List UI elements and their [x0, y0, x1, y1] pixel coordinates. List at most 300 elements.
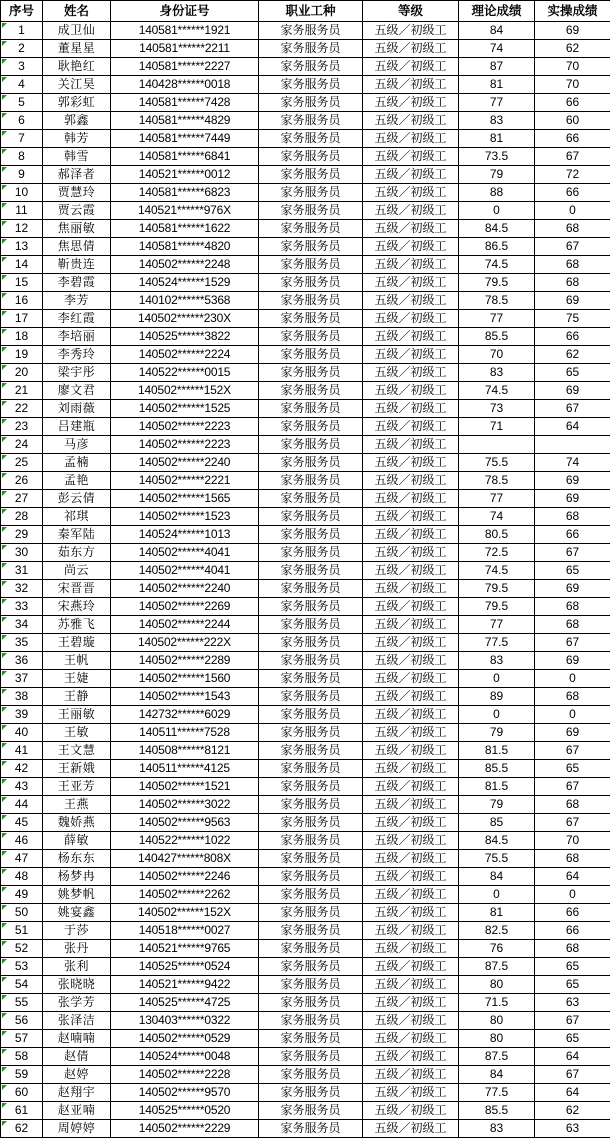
cell-name: 李秀玲 [43, 346, 111, 364]
cell-id: 140502******230X [111, 310, 259, 328]
table-row [1, 148, 610, 166]
cell-level: 五级／初级工 [363, 634, 459, 652]
cell-practical-score: 68 [535, 688, 610, 706]
cell-practical-score: 69 [535, 22, 610, 40]
error-marker-icon [2, 653, 7, 658]
cell-seq-label: 53 [15, 959, 28, 973]
cell-practical-score: 60 [535, 112, 610, 130]
cell-theory-score: 77 [459, 94, 535, 112]
table-row [1, 418, 610, 436]
cell-id: 140521******9422 [111, 976, 259, 994]
cell-job: 家务服务员 [259, 184, 363, 202]
cell-id: 140502******2224 [111, 346, 259, 364]
cell-theory-score: 70 [459, 346, 535, 364]
cell-seq [1, 130, 43, 148]
cell-job: 家务服务员 [259, 526, 363, 544]
cell-practical-score: 67 [535, 742, 610, 760]
cell-level: 五级／初级工 [363, 292, 459, 310]
header-seq: 序号 [1, 1, 43, 22]
cell-name: 王燕 [43, 796, 111, 814]
cell-level: 五级／初级工 [363, 670, 459, 688]
cell-seq [1, 508, 43, 526]
cell-seq-label: 36 [15, 653, 28, 667]
cell-seq [1, 148, 43, 166]
cell-name: 赵倩 [43, 1048, 111, 1066]
cell-seq [1, 1048, 43, 1066]
cell-job: 家务服务员 [259, 886, 363, 904]
cell-seq [1, 724, 43, 742]
table-row [1, 760, 610, 778]
cell-job: 家务服务员 [259, 1066, 363, 1084]
cell-theory-score: 88 [459, 184, 535, 202]
cell-theory-score: 74.5 [459, 256, 535, 274]
table-row [1, 220, 610, 238]
cell-seq [1, 1012, 43, 1030]
cell-level: 五级／初级工 [363, 688, 459, 706]
table-row [1, 562, 610, 580]
cell-name: 李碧霞 [43, 274, 111, 292]
cell-level: 五级／初级工 [363, 922, 459, 940]
cell-job: 家务服务员 [259, 22, 363, 40]
cell-job: 家务服务员 [259, 382, 363, 400]
table-row [1, 472, 610, 490]
cell-seq [1, 562, 43, 580]
cell-seq [1, 454, 43, 472]
cell-job: 家务服务员 [259, 238, 363, 256]
cell-id: 140511******4125 [111, 760, 259, 778]
error-marker-icon [2, 383, 7, 388]
cell-level: 五级／初级工 [363, 58, 459, 76]
error-marker-icon [2, 509, 7, 514]
cell-name: 马彦 [43, 436, 111, 454]
cell-theory-score: 79.5 [459, 274, 535, 292]
cell-job: 家务服务员 [259, 976, 363, 994]
cell-id: 140502******9570 [111, 1084, 259, 1102]
cell-practical-score: 0 [535, 706, 610, 724]
cell-job: 家务服务员 [259, 1048, 363, 1066]
cell-name: 祁琪 [43, 508, 111, 526]
cell-level: 五级／初级工 [363, 742, 459, 760]
cell-level: 五级／初级工 [363, 1120, 459, 1138]
table-row [1, 508, 610, 526]
cell-theory-score: 0 [459, 706, 535, 724]
cell-level: 五级／初级工 [363, 94, 459, 112]
table-row [1, 76, 610, 94]
error-marker-icon [2, 167, 7, 172]
error-marker-icon [2, 419, 7, 424]
cell-seq-label: 59 [15, 1067, 28, 1081]
cell-theory-score: 0 [459, 886, 535, 904]
error-marker-icon [2, 41, 7, 46]
cell-id: 140502******2229 [111, 1120, 259, 1138]
cell-theory-score: 87.5 [459, 1048, 535, 1066]
cell-name: 刘雨薇 [43, 400, 111, 418]
cell-seq-label: 56 [15, 1013, 28, 1027]
cell-seq-label: 50 [15, 905, 28, 919]
table-row [1, 256, 610, 274]
cell-seq [1, 418, 43, 436]
cell-seq [1, 382, 43, 400]
cell-id: 140102******5368 [111, 292, 259, 310]
cell-id: 140502******2289 [111, 652, 259, 670]
cell-job: 家务服务员 [259, 1120, 363, 1138]
cell-id: 140581******6823 [111, 184, 259, 202]
cell-seq-label: 44 [15, 797, 28, 811]
cell-seq [1, 58, 43, 76]
cell-name: 张丹 [43, 940, 111, 958]
cell-seq-label: 12 [15, 221, 28, 235]
error-marker-icon [2, 239, 7, 244]
cell-practical-score: 66 [535, 328, 610, 346]
table-row [1, 58, 610, 76]
cell-theory-score: 75.5 [459, 454, 535, 472]
cell-job: 家务服务员 [259, 940, 363, 958]
cell-id: 140511******7528 [111, 724, 259, 742]
cell-theory-score: 72.5 [459, 544, 535, 562]
table-row [1, 670, 610, 688]
cell-seq-label: 6 [18, 113, 25, 127]
header-practical-score: 实操成绩 [535, 1, 610, 22]
cell-seq-label: 5 [18, 95, 25, 109]
cell-name: 秦军陆 [43, 526, 111, 544]
cell-practical-score: 66 [535, 130, 610, 148]
cell-seq-label: 16 [15, 293, 28, 307]
cell-theory-score: 85 [459, 814, 535, 832]
cell-theory-score: 85.5 [459, 1102, 535, 1120]
table-row [1, 184, 610, 202]
cell-id: 140521******0012 [111, 166, 259, 184]
cell-name: 吕建瓶 [43, 418, 111, 436]
cell-level: 五级／初级工 [363, 202, 459, 220]
cell-id: 140502******4041 [111, 544, 259, 562]
cell-name: 郭彩虹 [43, 94, 111, 112]
table-row [1, 904, 610, 922]
cell-id: 140502******1523 [111, 508, 259, 526]
cell-job: 家务服务员 [259, 598, 363, 616]
cell-job: 家务服务员 [259, 958, 363, 976]
cell-id: 140427******808X [111, 850, 259, 868]
error-marker-icon [2, 923, 7, 928]
cell-practical-score: 74 [535, 454, 610, 472]
table-row [1, 436, 610, 454]
cell-id: 140502******1565 [111, 490, 259, 508]
cell-name: 赵喃喃 [43, 1030, 111, 1048]
cell-seq [1, 40, 43, 58]
cell-theory-score: 74.5 [459, 382, 535, 400]
table-row [1, 490, 610, 508]
table-row [1, 598, 610, 616]
cell-name: 周婷婷 [43, 1120, 111, 1138]
error-marker-icon [2, 1049, 7, 1054]
cell-name: 孟艳 [43, 472, 111, 490]
cell-seq-label: 45 [15, 815, 28, 829]
table-row [1, 310, 610, 328]
cell-id: 140581******1921 [111, 22, 259, 40]
error-marker-icon [2, 113, 7, 118]
cell-level: 五级／初级工 [363, 1048, 459, 1066]
cell-level: 五级／初级工 [363, 1102, 459, 1120]
table-row [1, 922, 610, 940]
cell-level: 五级／初级工 [363, 238, 459, 256]
cell-name: 郭鑫 [43, 112, 111, 130]
cell-id: 140581******7449 [111, 130, 259, 148]
error-marker-icon [2, 401, 7, 406]
error-marker-icon [2, 203, 7, 208]
cell-name: 成卫仙 [43, 22, 111, 40]
cell-job: 家务服务员 [259, 346, 363, 364]
cell-theory-score: 81 [459, 76, 535, 94]
cell-id: 140524******1529 [111, 274, 259, 292]
cell-name: 王新娥 [43, 760, 111, 778]
cell-practical-score: 67 [535, 148, 610, 166]
cell-id: 140581******1622 [111, 220, 259, 238]
cell-id: 140502******2244 [111, 616, 259, 634]
cell-practical-score: 65 [535, 760, 610, 778]
cell-theory-score: 76 [459, 940, 535, 958]
cell-name: 李芳 [43, 292, 111, 310]
cell-job: 家务服务员 [259, 580, 363, 598]
cell-theory-score: 82.5 [459, 922, 535, 940]
cell-seq-label: 38 [15, 689, 28, 703]
cell-id: 130403******0322 [111, 1012, 259, 1030]
cell-seq-label: 7 [18, 131, 25, 145]
cell-seq-label: 41 [15, 743, 28, 757]
table-row [1, 1012, 610, 1030]
table-row [1, 580, 610, 598]
cell-level: 五级／初级工 [363, 220, 459, 238]
cell-seq [1, 202, 43, 220]
cell-theory-score: 80 [459, 1030, 535, 1048]
cell-job: 家务服务员 [259, 58, 363, 76]
cell-job: 家务服务员 [259, 688, 363, 706]
cell-seq-label: 55 [15, 995, 28, 1009]
cell-seq [1, 706, 43, 724]
cell-name: 李红霞 [43, 310, 111, 328]
cell-seq-label: 39 [15, 707, 28, 721]
error-marker-icon [2, 725, 7, 730]
table-row [1, 796, 610, 814]
error-marker-icon [2, 455, 7, 460]
cell-name: 孟楠 [43, 454, 111, 472]
cell-level: 五级／初级工 [363, 256, 459, 274]
cell-id: 140502******2228 [111, 1066, 259, 1084]
cell-job: 家务服务员 [259, 922, 363, 940]
cell-level: 五级／初级工 [363, 796, 459, 814]
cell-seq [1, 1030, 43, 1048]
cell-seq-label: 18 [15, 329, 28, 343]
cell-name: 王丽敏 [43, 706, 111, 724]
cell-seq [1, 598, 43, 616]
table-row [1, 616, 610, 634]
table-row [1, 832, 610, 850]
table-row [1, 634, 610, 652]
cell-seq-label: 28 [15, 509, 28, 523]
cell-practical-score [535, 436, 610, 454]
cell-practical-score: 65 [535, 1030, 610, 1048]
cell-seq-label: 43 [15, 779, 28, 793]
cell-name: 宋晋晋 [43, 580, 111, 598]
cell-practical-score: 65 [535, 364, 610, 382]
cell-practical-score: 69 [535, 580, 610, 598]
cell-seq [1, 328, 43, 346]
cell-job: 家务服务员 [259, 364, 363, 382]
table-row [1, 1030, 610, 1048]
cell-id: 140502******0529 [111, 1030, 259, 1048]
cell-job: 家务服务员 [259, 274, 363, 292]
error-marker-icon [2, 599, 7, 604]
cell-theory-score: 71.5 [459, 994, 535, 1012]
error-marker-icon [2, 185, 7, 190]
cell-practical-score: 68 [535, 256, 610, 274]
cell-job: 家务服务员 [259, 40, 363, 58]
table-row [1, 526, 610, 544]
cell-theory-score: 84 [459, 868, 535, 886]
cell-name: 关江昊 [43, 76, 111, 94]
cell-id: 140502******2269 [111, 598, 259, 616]
table-row [1, 724, 610, 742]
cell-seq-label: 23 [15, 419, 28, 433]
table-row [1, 112, 610, 130]
table-row [1, 868, 610, 886]
cell-level: 五级／初级工 [363, 886, 459, 904]
cell-name: 彭云倩 [43, 490, 111, 508]
cell-seq-label: 4 [18, 77, 25, 91]
cell-seq [1, 526, 43, 544]
cell-id: 140502******1560 [111, 670, 259, 688]
cell-seq [1, 796, 43, 814]
cell-practical-score: 69 [535, 292, 610, 310]
error-marker-icon [2, 221, 7, 226]
cell-job: 家务服务员 [259, 850, 363, 868]
cell-job: 家务服务员 [259, 652, 363, 670]
table-row [1, 1066, 610, 1084]
cell-level: 五级／初级工 [363, 1084, 459, 1102]
cell-level: 五级／初级工 [363, 832, 459, 850]
cell-job: 家务服务员 [259, 904, 363, 922]
cell-theory-score [459, 436, 535, 454]
cell-id: 140525******0524 [111, 958, 259, 976]
cell-practical-score: 62 [535, 346, 610, 364]
cell-seq [1, 922, 43, 940]
cell-theory-score: 83 [459, 652, 535, 670]
cell-name: 张利 [43, 958, 111, 976]
cell-id: 140521******9765 [111, 940, 259, 958]
cell-level: 五级／初级工 [363, 130, 459, 148]
error-marker-icon [2, 275, 7, 280]
cell-level: 五级／初级工 [363, 22, 459, 40]
cell-practical-score: 64 [535, 868, 610, 886]
cell-theory-score: 84 [459, 1066, 535, 1084]
table-row [1, 544, 610, 562]
cell-theory-score: 78.5 [459, 292, 535, 310]
cell-practical-score: 63 [535, 994, 610, 1012]
cell-practical-score: 69 [535, 382, 610, 400]
cell-theory-score: 75.5 [459, 850, 535, 868]
cell-practical-score: 62 [535, 40, 610, 58]
cell-theory-score: 84 [459, 22, 535, 40]
cell-practical-score: 67 [535, 1066, 610, 1084]
cell-job: 家务服务员 [259, 130, 363, 148]
cell-practical-score: 65 [535, 958, 610, 976]
error-marker-icon [2, 707, 7, 712]
cell-id: 140581******2211 [111, 40, 259, 58]
cell-level: 五级／初级工 [363, 904, 459, 922]
cell-level: 五级／初级工 [363, 184, 459, 202]
cell-name: 王静 [43, 688, 111, 706]
error-marker-icon [2, 491, 7, 496]
cell-seq [1, 670, 43, 688]
cell-practical-score: 64 [535, 1048, 610, 1066]
cell-practical-score: 68 [535, 274, 610, 292]
cell-theory-score: 77.5 [459, 634, 535, 652]
cell-name: 张学芳 [43, 994, 111, 1012]
table-row [1, 292, 610, 310]
cell-job: 家务服务员 [259, 436, 363, 454]
cell-name: 宋燕玲 [43, 598, 111, 616]
cell-level: 五级／初级工 [363, 652, 459, 670]
table-row [1, 328, 610, 346]
table-row [1, 1048, 610, 1066]
cell-seq-label: 27 [15, 491, 28, 505]
error-marker-icon [2, 671, 7, 676]
cell-level: 五级／初级工 [363, 508, 459, 526]
cell-job: 家务服务员 [259, 724, 363, 742]
cell-job: 家务服务员 [259, 256, 363, 274]
cell-seq [1, 652, 43, 670]
cell-name: 王文慧 [43, 742, 111, 760]
cell-job: 家务服务员 [259, 1030, 363, 1048]
table-row [1, 1084, 610, 1102]
cell-level: 五级／初级工 [363, 418, 459, 436]
error-marker-icon [2, 131, 7, 136]
cell-theory-score: 71 [459, 418, 535, 436]
cell-practical-score: 67 [535, 238, 610, 256]
error-marker-icon [2, 761, 7, 766]
table-row [1, 166, 610, 184]
cell-name: 姚宴鑫 [43, 904, 111, 922]
cell-name: 姚梦帆 [43, 886, 111, 904]
cell-seq-label: 40 [15, 725, 28, 739]
cell-seq-label: 8 [18, 149, 25, 163]
cell-id: 140581******6841 [111, 148, 259, 166]
cell-practical-score: 70 [535, 832, 610, 850]
cell-seq-label: 21 [15, 383, 28, 397]
cell-level: 五级／初级工 [363, 850, 459, 868]
cell-seq-label: 62 [15, 1121, 28, 1135]
cell-id: 140518******0027 [111, 922, 259, 940]
cell-theory-score: 87.5 [459, 958, 535, 976]
cell-name: 韩雪 [43, 148, 111, 166]
cell-theory-score: 79 [459, 796, 535, 814]
cell-id: 140502******4041 [111, 562, 259, 580]
cell-id: 140502******2223 [111, 436, 259, 454]
cell-id: 140502******1525 [111, 400, 259, 418]
cell-seq [1, 76, 43, 94]
cell-practical-score: 68 [535, 598, 610, 616]
cell-id: 140525******0520 [111, 1102, 259, 1120]
cell-seq [1, 634, 43, 652]
cell-seq-label: 31 [15, 563, 28, 577]
cell-job: 家务服务员 [259, 778, 363, 796]
cell-seq-label: 49 [15, 887, 28, 901]
cell-theory-score: 73 [459, 400, 535, 418]
cell-name: 张晓晓 [43, 976, 111, 994]
error-marker-icon [2, 1085, 7, 1090]
cell-level: 五级／初级工 [363, 976, 459, 994]
cell-level: 五级／初级工 [363, 166, 459, 184]
cell-id: 140502******1543 [111, 688, 259, 706]
cell-seq [1, 274, 43, 292]
